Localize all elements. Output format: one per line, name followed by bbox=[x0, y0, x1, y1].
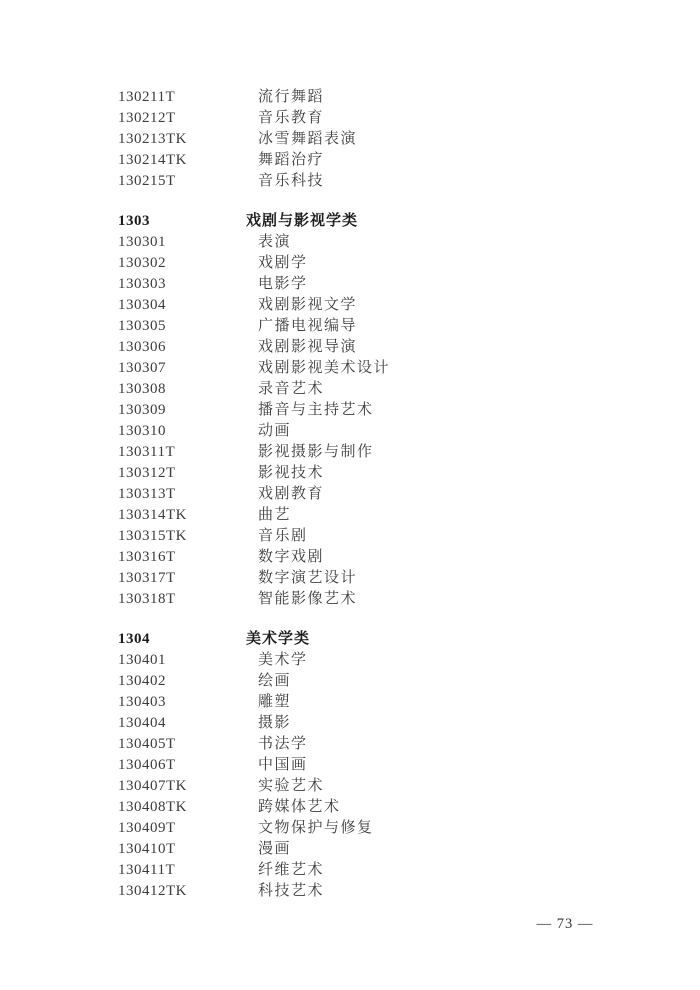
major-row bbox=[0, 671, 700, 692]
major-code: 130215T bbox=[118, 173, 176, 189]
major-row bbox=[0, 337, 700, 358]
major-row bbox=[0, 379, 700, 400]
major-row bbox=[0, 547, 700, 568]
major-name: 文物保护与修复 bbox=[258, 820, 374, 836]
major-code: 130316T bbox=[118, 549, 176, 565]
major-name: 广播电视编导 bbox=[258, 318, 358, 334]
major-name: 表演 bbox=[258, 234, 292, 250]
major-name: 美术学 bbox=[258, 652, 308, 668]
major-code: 130214TK bbox=[118, 152, 187, 168]
major-row bbox=[0, 484, 700, 505]
major-code: 130406T bbox=[118, 757, 176, 773]
major-row bbox=[0, 171, 700, 192]
major-name: 智能影像艺术 bbox=[258, 591, 358, 607]
major-code: 130411T bbox=[118, 862, 176, 878]
major-row bbox=[0, 150, 700, 171]
major-row bbox=[0, 442, 700, 463]
major-name: 流行舞蹈 bbox=[258, 89, 325, 105]
major-code: 130304 bbox=[118, 297, 166, 313]
major-code: 130407TK bbox=[118, 778, 187, 794]
major-code: 130212T bbox=[118, 110, 176, 126]
major-row bbox=[0, 692, 700, 713]
major-name: 戏剧影视导演 bbox=[258, 339, 358, 355]
major-name: 数字戏剧 bbox=[258, 549, 325, 565]
major-code: 130312T bbox=[118, 465, 176, 481]
major-code: 130309 bbox=[118, 402, 166, 418]
major-code: 130412TK bbox=[118, 883, 187, 899]
major-name: 跨媒体艺术 bbox=[258, 799, 341, 815]
major-row bbox=[0, 881, 700, 902]
major-name: 戏剧教育 bbox=[258, 486, 325, 502]
category-name: 戏剧与影视学类 bbox=[246, 213, 359, 229]
major-row bbox=[0, 589, 700, 610]
major-code: 130303 bbox=[118, 276, 166, 292]
major-name: 戏剧影视文学 bbox=[258, 297, 358, 313]
major-name: 摄影 bbox=[258, 715, 292, 731]
major-name: 音乐科技 bbox=[258, 173, 325, 189]
major-code: 130314TK bbox=[118, 507, 187, 523]
major-row bbox=[0, 505, 700, 526]
major-code: 130403 bbox=[118, 694, 166, 710]
major-name: 戏剧学 bbox=[258, 255, 308, 271]
major-code: 130405T bbox=[118, 736, 176, 752]
major-row bbox=[0, 87, 700, 108]
major-code: 130318T bbox=[118, 591, 176, 607]
major-row bbox=[0, 713, 700, 734]
major-row bbox=[0, 253, 700, 274]
major-row bbox=[0, 755, 700, 776]
major-code: 130410T bbox=[118, 841, 176, 857]
major-code: 130313T bbox=[118, 486, 176, 502]
major-row bbox=[0, 316, 700, 337]
category-row bbox=[0, 629, 700, 650]
category-code: 1304 bbox=[118, 631, 150, 647]
major-code: 130308 bbox=[118, 381, 166, 397]
major-row bbox=[0, 274, 700, 295]
major-name: 戏剧影视美术设计 bbox=[258, 360, 391, 376]
major-code: 130307 bbox=[118, 360, 166, 376]
major-name: 电影学 bbox=[258, 276, 308, 292]
major-code: 130302 bbox=[118, 255, 166, 271]
major-name: 影视技术 bbox=[258, 465, 325, 481]
major-row bbox=[0, 734, 700, 755]
major-name: 动画 bbox=[258, 423, 292, 439]
major-code: 130213TK bbox=[118, 131, 187, 147]
major-row bbox=[0, 129, 700, 150]
major-name: 音乐剧 bbox=[258, 528, 308, 544]
major-name: 录音艺术 bbox=[258, 381, 325, 397]
major-name: 数字演艺设计 bbox=[258, 570, 358, 586]
major-name: 影视摄影与制作 bbox=[258, 444, 374, 460]
major-row bbox=[0, 400, 700, 421]
major-name: 音乐教育 bbox=[258, 110, 325, 126]
major-code: 130402 bbox=[118, 673, 166, 689]
major-row bbox=[0, 568, 700, 589]
major-row bbox=[0, 818, 700, 839]
major-code: 130315TK bbox=[118, 528, 187, 544]
major-name: 曲艺 bbox=[258, 507, 292, 523]
major-name: 绘画 bbox=[258, 673, 292, 689]
major-row bbox=[0, 421, 700, 442]
major-code: 130310 bbox=[118, 423, 166, 439]
major-row bbox=[0, 797, 700, 818]
major-row bbox=[0, 839, 700, 860]
major-row bbox=[0, 295, 700, 316]
major-name: 播音与主持艺术 bbox=[258, 402, 374, 418]
major-code: 130409T bbox=[118, 820, 176, 836]
major-code: 130408TK bbox=[118, 799, 187, 815]
page-footer bbox=[0, 914, 700, 935]
major-name: 科技艺术 bbox=[258, 883, 325, 899]
major-name: 纤维艺术 bbox=[258, 862, 325, 878]
major-row bbox=[0, 463, 700, 484]
major-row bbox=[0, 776, 700, 797]
major-name: 书法学 bbox=[258, 736, 308, 752]
major-name: 舞蹈治疗 bbox=[258, 152, 325, 168]
major-code: 130404 bbox=[118, 715, 166, 731]
major-name: 实验艺术 bbox=[258, 778, 325, 794]
major-row bbox=[0, 526, 700, 547]
major-name: 雕塑 bbox=[258, 694, 292, 710]
major-code-list bbox=[0, 87, 700, 902]
major-row bbox=[0, 108, 700, 129]
major-name: 漫画 bbox=[258, 841, 292, 857]
major-code: 130401 bbox=[118, 652, 166, 668]
major-code: 130211T bbox=[118, 89, 176, 105]
category-row bbox=[0, 211, 700, 232]
page-number-label: — 73 — bbox=[536, 916, 594, 932]
category-code: 1303 bbox=[118, 213, 150, 229]
major-code: 130317T bbox=[118, 570, 176, 586]
major-code: 130305 bbox=[118, 318, 166, 334]
major-code: 130311T bbox=[118, 444, 176, 460]
major-code: 130301 bbox=[118, 234, 166, 250]
major-code: 130306 bbox=[118, 339, 166, 355]
major-name: 中国画 bbox=[258, 757, 308, 773]
major-row bbox=[0, 650, 700, 671]
category-name: 美术学类 bbox=[246, 631, 311, 647]
major-row bbox=[0, 358, 700, 379]
major-row bbox=[0, 232, 700, 253]
major-name: 冰雪舞蹈表演 bbox=[258, 131, 358, 147]
major-row bbox=[0, 860, 700, 881]
